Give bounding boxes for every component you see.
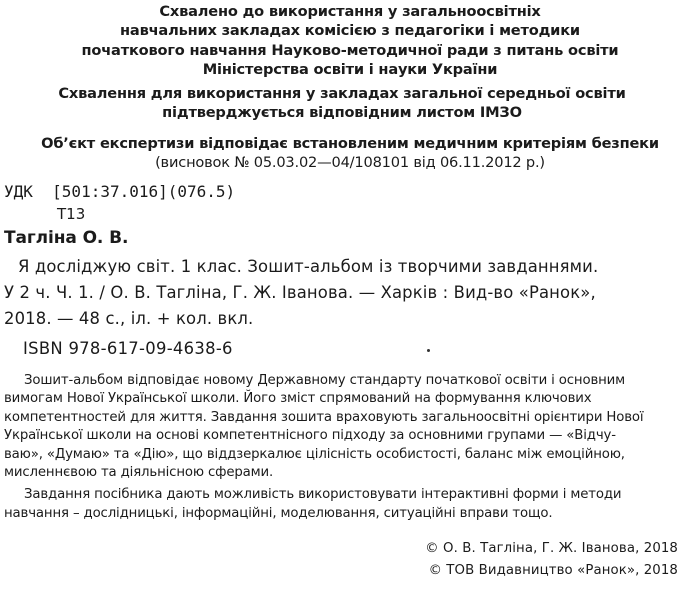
biblio-line: Я досліджую світ. 1 клас. Зошит-альбом із творчими завданнями. — [18, 257, 599, 276]
bibliographic-description — [4, 254, 692, 332]
expertise-line: Об’єкт експертизи відповідає встановленим медичним критеріям безпеки — [41, 135, 659, 152]
annotation-line: ваю», «Думаю» та «Дію», що віддзеркалює цілісність особистості, баланс між емоційною, — [4, 446, 625, 462]
conclusion-line: (висновок № 05.03.02—04/108101 від 06.11.2012 р.) — [155, 154, 545, 172]
copyright-authors: © О. В. Тагліна, Г. Ж. Іванова, 2018 — [425, 541, 678, 556]
annotation-line: навчання – дослідницькі, інформаційні, моделювання, ситуаційні вправи тощо. — [4, 505, 553, 521]
author-mark: Т13 — [57, 205, 86, 223]
annotation-line: Зошит-альбом відповідає новому Державному стандарту початкової освіти і основним — [24, 373, 626, 388]
annotation-line: мисленнєвою та діяльнісною сферами. — [4, 465, 274, 481]
biblio-line: 2018. — 48 с., іл. + кол. вкл. — [4, 309, 254, 328]
approval-line: Схвалено до використання у загальноосвітніх — [159, 3, 541, 20]
author-heading: Тагліна О. В. — [4, 228, 129, 248]
annotation-line: Української школи на основі компетентнісного підходу за основними групами — «Відчу- — [4, 428, 616, 444]
imzo-approval-block — [22, 84, 662, 123]
approval-line: навчальних закладах комісією з педагогіки і методики — [120, 22, 580, 40]
isbn-number: ISBN 978-617-09-4638-6 — [23, 339, 233, 358]
copyright-publisher: © ТОВ Видавництво «Ранок», 2018 — [428, 563, 678, 578]
approval-line: початкового навчання Науково-методичної ради з питань освіти — [81, 41, 619, 59]
biblio-line: У 2 ч. Ч. 1. / О. В. Тагліна, Г. Ж. Іванова. — Харків : Вид-во «Ранок», — [4, 283, 596, 302]
annotation-line: компетентностей для життя. Завдання зошита враховують загальноосвітні орієнтири Нової — [4, 409, 644, 425]
annotation-line: вимогам Нової Української школи. Його зміст спрямований на формування ключових — [4, 391, 592, 407]
ministry-approval-block — [0, 2, 700, 80]
approval-line: Схвалення для використання у закладах загальної середньої освіти — [58, 85, 626, 102]
annotation — [4, 372, 692, 523]
approval-line: Міністерства освіти і науки України — [202, 61, 498, 79]
approval-line: підтверджується відповідним листом ІМЗО — [162, 104, 522, 122]
annotation-line: Завдання посібника дають можливість використовувати інтерактивні форми і методи — [24, 487, 622, 503]
expertise-block — [30, 134, 670, 173]
print-speck — [427, 349, 430, 352]
udk-classification: УДК [501:37.016](076.5) — [4, 182, 236, 201]
